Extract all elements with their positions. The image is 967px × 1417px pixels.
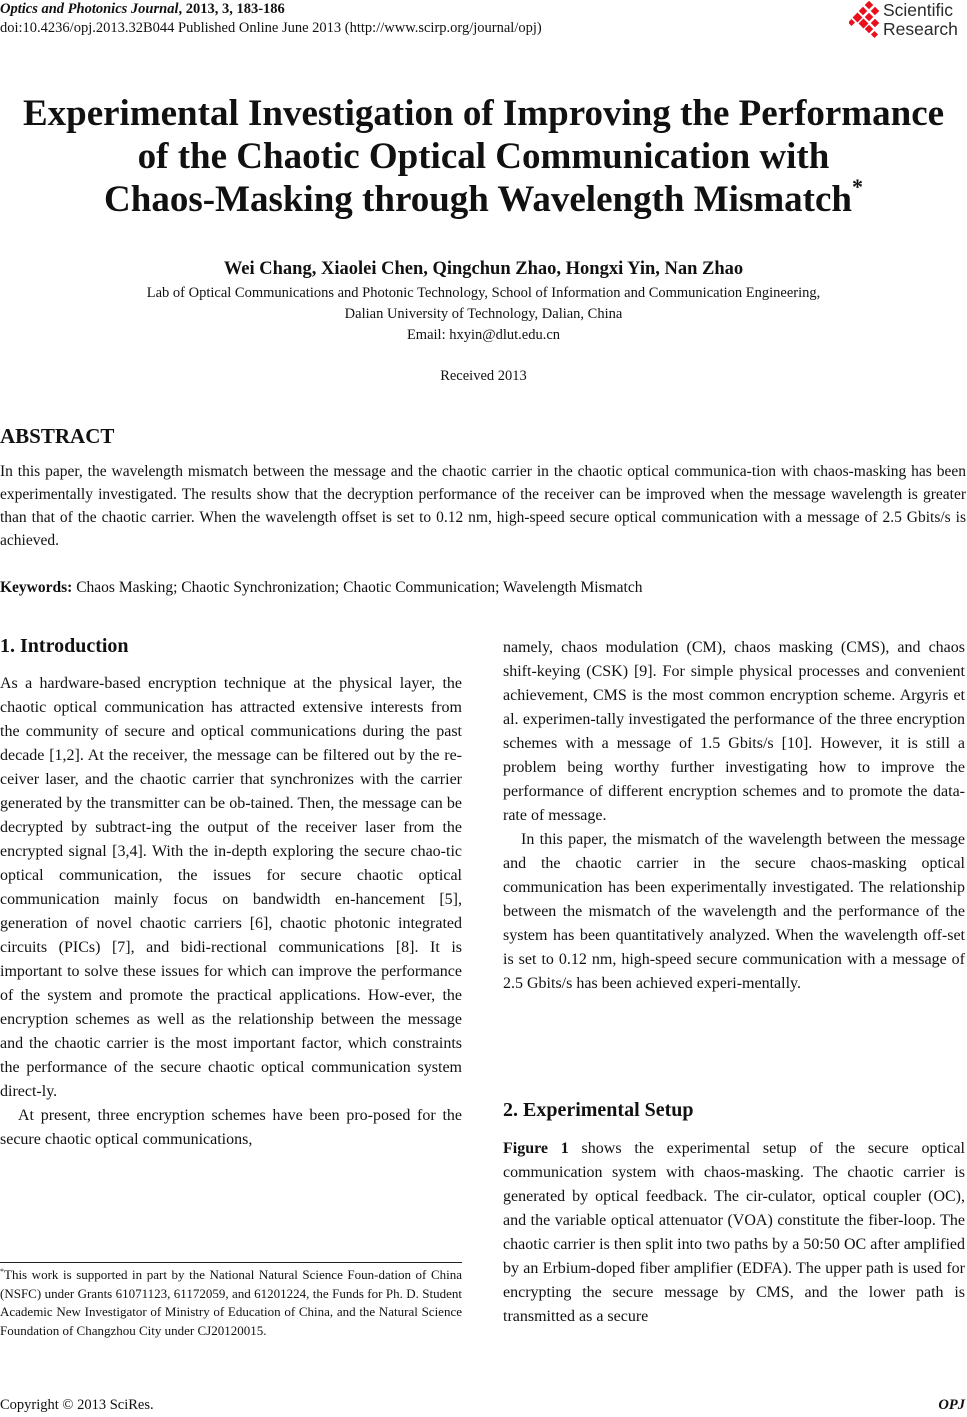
keywords-text: Chaos Masking; Chaotic Synchronization; Chaotic Communication; Wavelength Mismatch [72, 579, 643, 596]
doi-line[interactable]: doi:10.4236/opj.2013.32B044 Published Online June 2013 (http://www.scirp.org/journal/opj) [0, 20, 542, 36]
right-column [503, 636, 965, 996]
received-date: Received 2013 [440, 368, 527, 384]
title-line-1: Experimental Investigation of Improving the Performance [22, 93, 945, 134]
journal-header [0, 0, 542, 38]
journal-abbreviation: OPJ [938, 1397, 965, 1413]
keywords-label: Keywords: [0, 579, 73, 596]
journal-details: , 2013, 3, 183-186 [178, 1, 285, 17]
copyright-notice: Copyright © 2013 SciRes. [0, 1397, 154, 1413]
logo-text [883, 1, 958, 39]
author-email[interactable]: Email: hxyin@dlut.edu.cn [406, 327, 561, 343]
abstract-text: In this paper, the wavelength mismatch between the message and the chaotic carrier in the chaotic optical communica-tion with chaos-masking has been experimentally investigated. The results show that the decryption performance of the receiver can be improved when the message wavelength is greater than that of the chaotic carrier. When the wavelength offset is set to 0.12 nm, high-speed secure optical communication with a message of 2.5 Gbits/s is achieved. [0, 463, 966, 549]
footnote [0, 1266, 462, 1340]
intro-paragraph-3: In this paper, the mismatch of the wavelength between the message and the chaotic carrier in the secure chaos-masking optical communication has been experimentally investigated. The relationship between the mismatch of the wavelength and the performance of the system has been quantitatively analyzed. When the wavelength off-set is set to 0.12 nm, high-speed secure communication with a message of 2.5 Gbits/s has been achieved experi-mentally. [503, 831, 965, 992]
left-column [0, 672, 462, 1152]
title-line-2: of the Chaotic Optical Communication with [137, 136, 830, 177]
footnote-divider [0, 1262, 462, 1263]
title-line-3 [0, 174, 967, 221]
keywords [0, 576, 966, 599]
logo-line-2: Research [883, 19, 958, 39]
footnote-mark: * [0, 1267, 4, 1276]
journal-citation [0, 0, 542, 19]
affiliation [0, 283, 967, 346]
footnote-text: This work is supported in part by the National Natural Science Foun-dation of China (NSFC) under Grants 61071123, 61172059, and 61201224, the Funds for Ph. D. Student Academic New Investigator of Ministry of Education of China, and the Natural Science Foundation of Changzhou City under CJ20120015. [0, 1267, 462, 1338]
affiliation-line-2: Dalian University of Technology, Dalian, China [344, 306, 623, 322]
abstract-heading: ABSTRACT [0, 424, 115, 448]
affiliation-line-1: Lab of Optical Communications and Photonic Technology, School of Information and Communication Engineering, [146, 285, 821, 301]
setup-paragraph-1 [503, 1137, 965, 1329]
title-line-3-text: Chaos-Masking through Wavelength Mismatch [104, 179, 852, 220]
figure-1-reference[interactable]: Figure 1 [503, 1140, 569, 1157]
section-heading-introduction: 1. Introduction [0, 635, 129, 657]
authors: Wei Chang, Xiaolei Chen, Qingchun Zhao, Hongxi Yin, Nan Zhao [223, 259, 744, 279]
intro-paragraph-2-continued: namely, chaos modulation (CM), chaos masking (CMS), and chaos shift-keying (CSK) [9]. For simple physical processes and convenient achievement, CMS is the most common encryption scheme. Argyris et al. experimen-tally investigated the performance of the three encryption schemes with a message of 1.5 Gbits/s [10]. However, it is still a problem being worthy further investigating how to improve the performance of different encryption schemes and to promote the data-rate of message. [503, 639, 965, 824]
intro-paragraph-2: At present, three encryption schemes have been pro-posed for the secure chaotic optical communications, [0, 1107, 462, 1148]
publisher-logo [849, 1, 967, 43]
logo-line-1: Scientific [883, 0, 954, 20]
setup-text [503, 1137, 965, 1329]
scientific-research-logo-icon [849, 1, 883, 41]
title-footnote-mark[interactable]: * [851, 174, 863, 199]
setup-paragraph-1-text: shows the experimental setup of the secure optical communication system with chaos-masking. The chaotic carrier is generated by optical feedback. The cir-culator, optical coupler (OC), and the variable optical attenuator (VOA) constitute the fiber-loop. The chaotic carrier is then split into two paths by a 50:50 OC after amplified by an Erbium-doped fiber amplifier (EDFA). The upper path is used for encrypting the secure message by CMS, and the lower path is transmitted as a secure [503, 1140, 965, 1325]
paper-title [0, 92, 967, 221]
intro-paragraph-1: As a hardware-based encryption technique at the physical layer, the chaotic optical communication has attracted extensive interests from the community of secure and optical communications during the past decade [1,2]. At the receiver, the message can be filtered out by the re-ceiver laser, and the chaotic carrier that synchronizes with the carrier generated by the transmitter can be ob-tained. Then, the message can be decrypted by subtract-ing the output of the receiver laser from the encrypted signal [3,4]. With the in-depth exploring the secure chao-tic optical communication, the issues for secure chaotic optical communication mainly focus on bandwidth en-hancement [5], generation of novel chaotic carriers [6], chaotic photonic integrated circuits (PICs) [7], and bidi-rectional communications [8]. It is important to solve these issues for which can improve the performance of the system and promote the practical applications. How-ever, the encryption schemes as well as the relationship between the message and the chaotic carrier is the most important factor, which constraints the performance of the secure chaotic optical communication system direct-ly. [0, 675, 462, 1100]
journal-name: Optics and Photonics Journal [0, 1, 179, 17]
section-heading-experimental-setup: 2. Experimental Setup [503, 1099, 694, 1121]
